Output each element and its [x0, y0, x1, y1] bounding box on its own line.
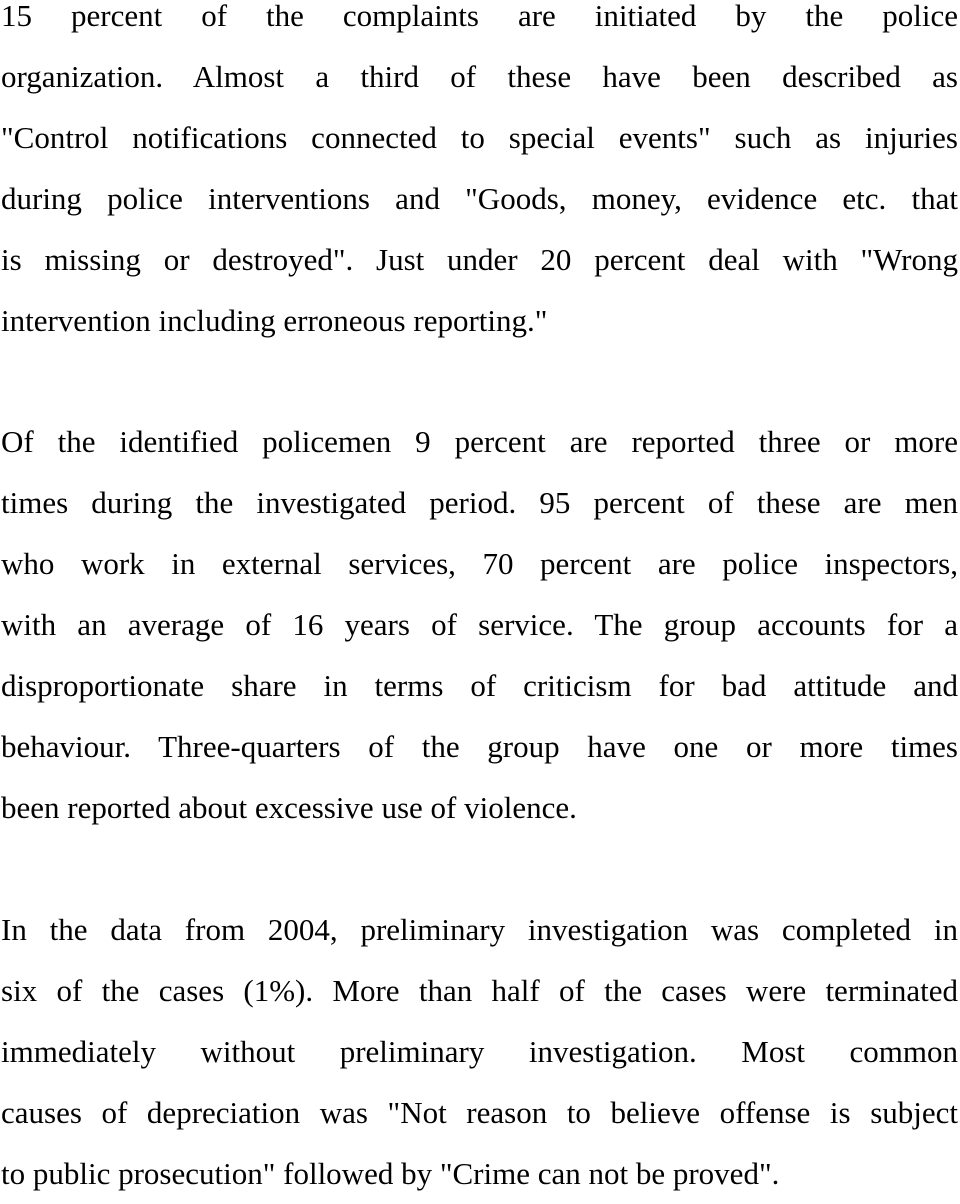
text-line: causes of depreciation was "Not reason to believe offense is subject: [1, 1095, 958, 1130]
text-line: who work in external services, 70 percent are police inspectors,: [1, 546, 958, 581]
text-line: "Control notifications connected to special events" such as injuries: [1, 120, 958, 155]
text-line: 15 percent of the complaints are initiated by the police: [1, 0, 958, 33]
text-line: been reported about excessive use of violence.: [1, 790, 577, 825]
text-line: with an average of 16 years of service. The group accounts for a: [1, 607, 958, 642]
text-line: is missing or destroyed". Just under 20 percent deal with "Wrong: [1, 242, 958, 277]
paragraph-complaints: [1, 0, 958, 351]
text-line: to public prosecution" followed by "Crime can not be proved".: [1, 1156, 780, 1191]
text-line: disproportionate share in terms of criticism for bad attitude and: [1, 668, 958, 703]
paragraph-investigation: [1, 899, 958, 1204]
paragraph-policemen: [1, 411, 958, 838]
text-line: behaviour. Three-quarters of the group have one or more times: [1, 729, 958, 764]
text-line: Of the identified policemen 9 percent are reported three or more: [1, 424, 958, 459]
text-line: organization. Almost a third of these have been described as: [1, 59, 958, 94]
text-line: immediately without preliminary investigation. Most common: [1, 1034, 958, 1069]
text-line: six of the cases (1%). More than half of the cases were terminated: [1, 973, 958, 1008]
text-line: intervention including erroneous reporting.": [1, 303, 548, 338]
text-line: times during the investigated period. 95 percent of these are men: [1, 485, 958, 520]
text-line: during police interventions and "Goods, money, evidence etc. that: [1, 181, 958, 216]
text-line: In the data from 2004, preliminary investigation was completed in: [1, 912, 958, 947]
